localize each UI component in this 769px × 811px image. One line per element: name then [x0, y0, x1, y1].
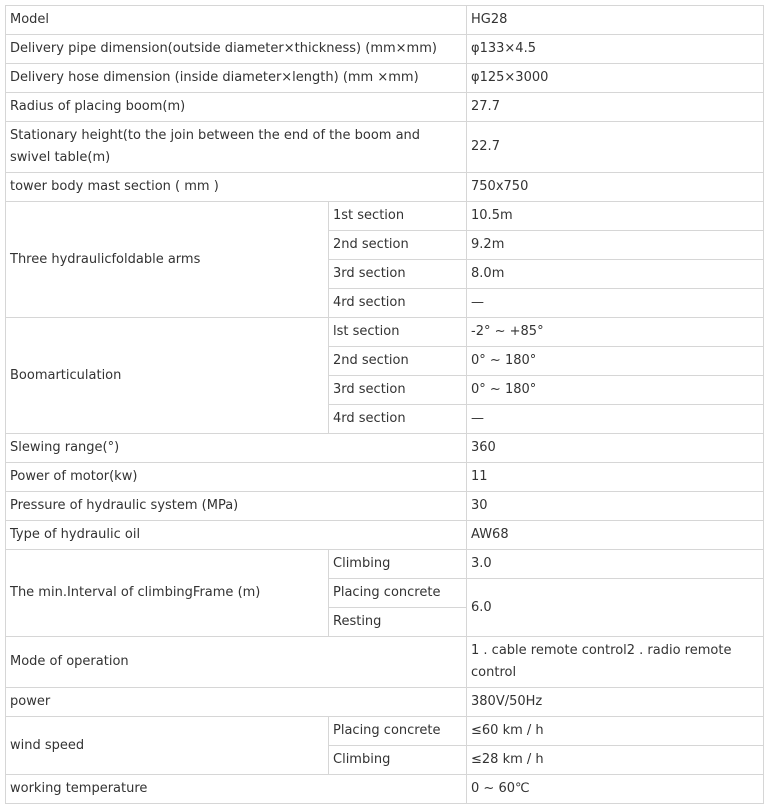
row-label: tower body mast section ( mm ) [6, 173, 467, 202]
spec-table [5, 5, 764, 804]
row-value: φ125×3000 [467, 64, 764, 93]
row-value: φ133×4.5 [467, 35, 764, 64]
table-row [6, 93, 764, 122]
group-label-articulation: Boomarticulation [6, 318, 329, 434]
section-label: 1st section [329, 202, 467, 231]
row-value: 360 [467, 434, 764, 463]
row-label: Radius of placing boom(m) [6, 93, 467, 122]
row-value: 30 [467, 492, 764, 521]
row-value: 22.7 [467, 122, 764, 173]
row-value: AW68 [467, 521, 764, 550]
row-value: 1 . cable remote control2 . radio remote control [467, 637, 764, 688]
table-row [6, 492, 764, 521]
table-row [6, 637, 764, 688]
row-value: 27.7 [467, 93, 764, 122]
table-row [6, 173, 764, 202]
section-label: 3rd section [329, 260, 467, 289]
row-value: HG28 [467, 6, 764, 35]
row-label: Stationary height(to the join between the end of the boom and swivel table(m) [6, 122, 467, 173]
section-value: -2° ~ +85° [467, 318, 764, 347]
row-value: 11 [467, 463, 764, 492]
row-label: working temperature [6, 775, 467, 804]
row-label: Type of hydraulic oil [6, 521, 467, 550]
row-label: Delivery pipe dimension(outside diameter×thickness) (mm×mm) [6, 35, 467, 64]
row-value: 380V/50Hz [467, 688, 764, 717]
row-label: Power of motor(kw) [6, 463, 467, 492]
section-value: 10.5m [467, 202, 764, 231]
section-label: Climbing [329, 550, 467, 579]
section-value: 0° ~ 180° [467, 347, 764, 376]
section-label: 3rd section [329, 376, 467, 405]
section-value: 6.0 [467, 579, 764, 637]
row-label: Delivery hose dimension (inside diameter×length) (mm ×mm) [6, 64, 467, 93]
table-row [6, 775, 764, 804]
section-label: Placing concrete [329, 579, 467, 608]
section-label: 2nd section [329, 347, 467, 376]
row-label: Model [6, 6, 467, 35]
section-label: 4rd section [329, 289, 467, 318]
group-label-wind: wind speed [6, 717, 329, 775]
section-value: 9.2m [467, 231, 764, 260]
section-value: ≤28 km / h [467, 746, 764, 775]
table-row [6, 434, 764, 463]
section-label: 4rd section [329, 405, 467, 434]
section-value: ≤60 km / h [467, 717, 764, 746]
table-row [6, 122, 764, 173]
section-label: Resting [329, 608, 467, 637]
group-label-climbing: The min.Interval of climbingFrame (m) [6, 550, 329, 637]
row-label: Slewing range(°) [6, 434, 467, 463]
row-label: Mode of operation [6, 637, 467, 688]
table-row [6, 521, 764, 550]
section-value: — [467, 405, 764, 434]
section-label: lst section [329, 318, 467, 347]
table-row [6, 463, 764, 492]
table-row [6, 550, 764, 579]
table-row [6, 717, 764, 746]
table-row [6, 35, 764, 64]
section-label: Climbing [329, 746, 467, 775]
section-label: Placing concrete [329, 717, 467, 746]
table-row [6, 688, 764, 717]
table-row [6, 6, 764, 35]
section-value: 0° ~ 180° [467, 376, 764, 405]
section-value: 8.0m [467, 260, 764, 289]
row-label: Pressure of hydraulic system (MPa) [6, 492, 467, 521]
section-value: — [467, 289, 764, 318]
table-row [6, 318, 764, 347]
section-label: 2nd section [329, 231, 467, 260]
row-value: 750x750 [467, 173, 764, 202]
row-value: 0 ~ 60℃ [467, 775, 764, 804]
section-value: 3.0 [467, 550, 764, 579]
group-label-arms: Three hydraulicfoldable arms [6, 202, 329, 318]
table-row [6, 202, 764, 231]
row-label: power [6, 688, 467, 717]
table-row [6, 64, 764, 93]
